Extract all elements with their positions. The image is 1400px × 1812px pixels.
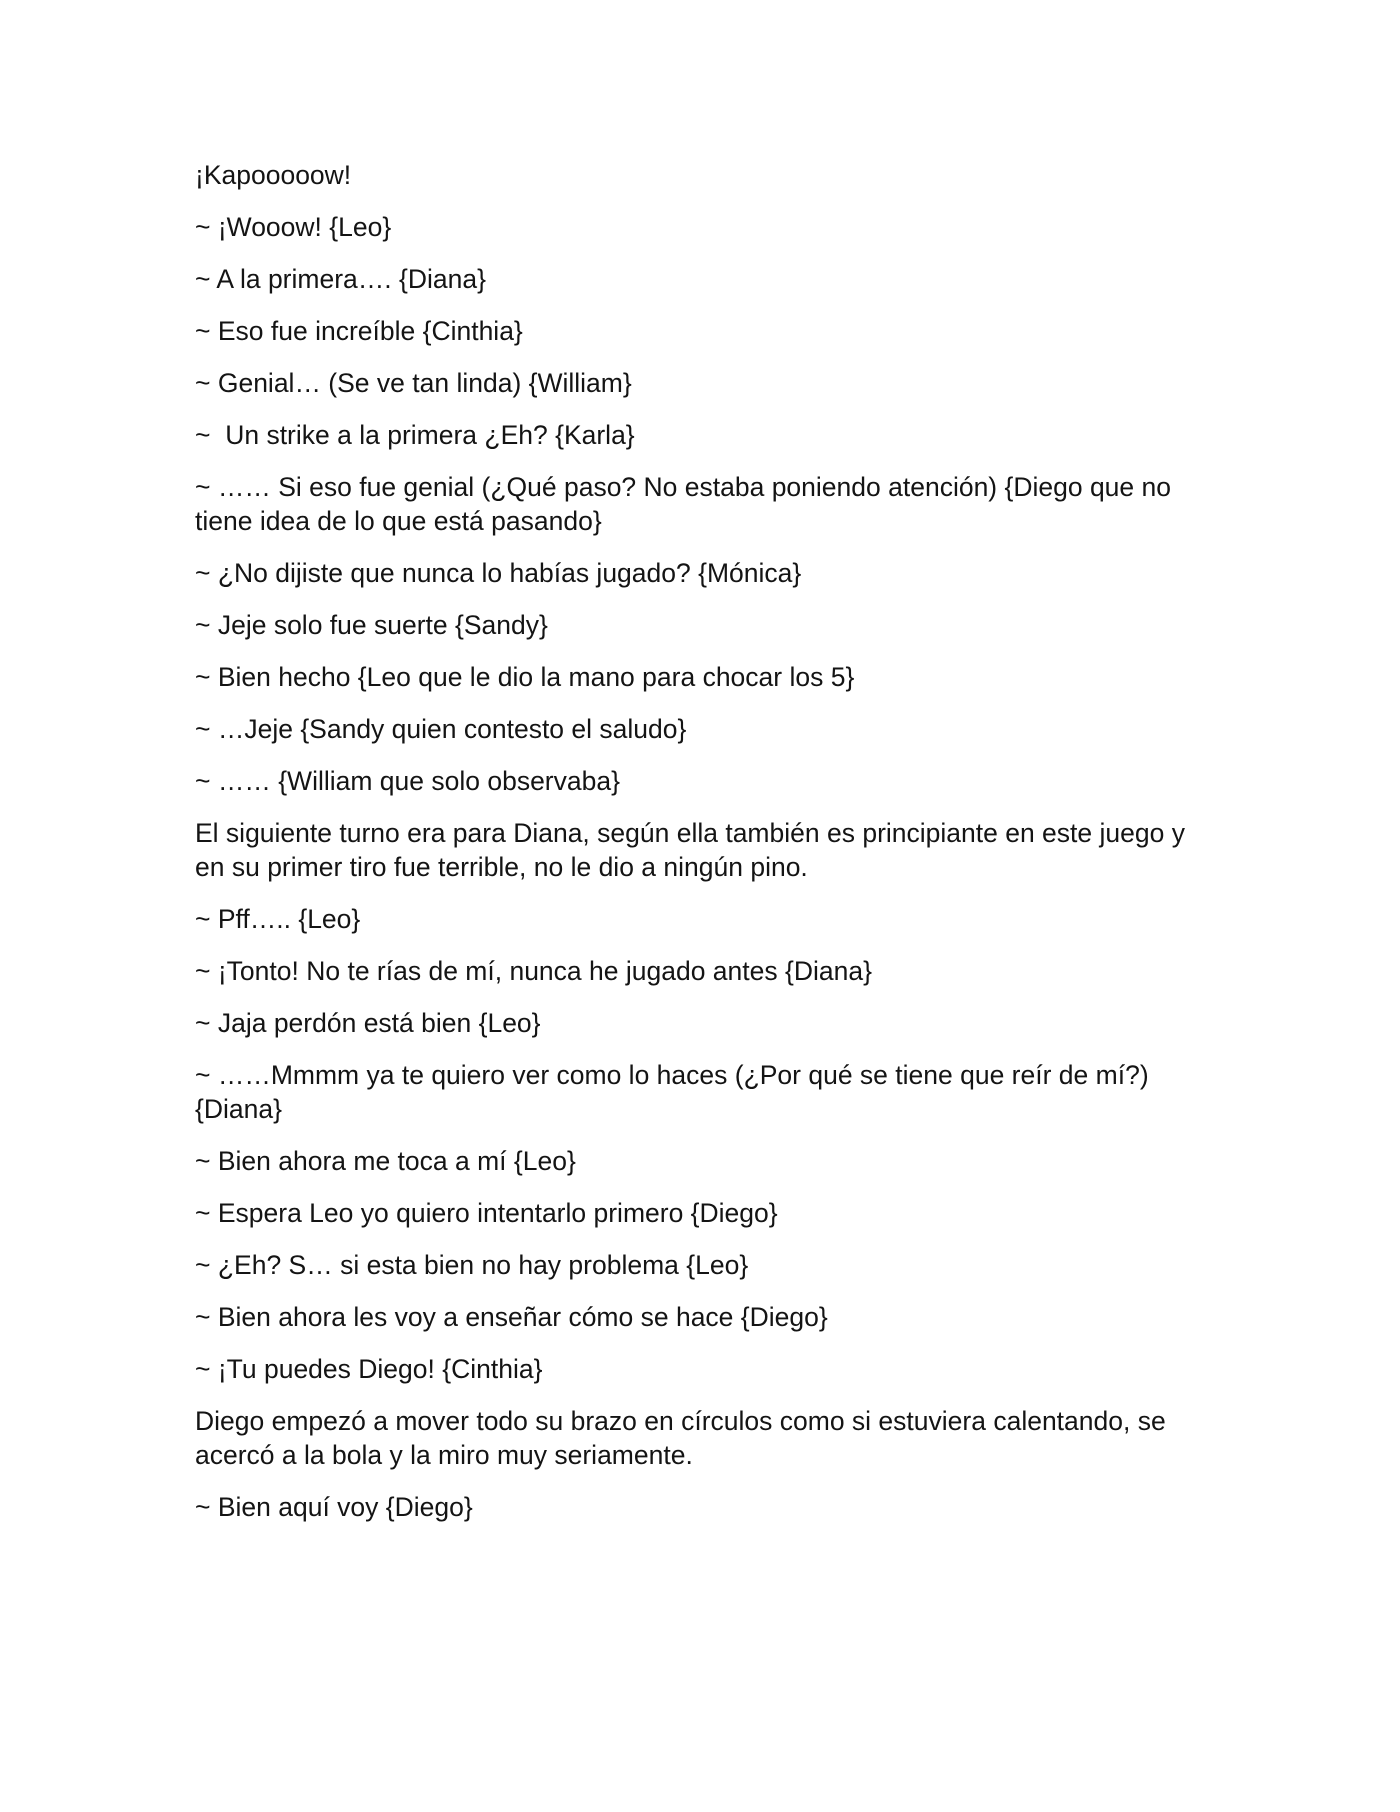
dialogue-line: ~ A la primera…. {Diana}: [195, 264, 486, 294]
dialogue-line: ~ Pff….. {Leo}: [195, 904, 361, 934]
narration-paragraph: Diego empezó a mover todo su brazo en círculos como si estuviera calentando, se acercó a la bola y la miro muy seriamente.: [195, 1406, 1174, 1470]
dialogue-line: ~ …… Si eso fue genial (¿Qué paso? No estaba poniendo atención) {Diego que no tiene idea de lo que está pasando}: [195, 472, 1179, 536]
dialogue-line: ~ Bien ahora les voy a enseñar cómo se hace {Diego}: [195, 1302, 828, 1332]
dialogue-line: ~ Bien hecho {Leo que le dio la mano para chocar los 5}: [195, 662, 855, 692]
dialogue-line: ~ Jaja perdón está bien {Leo}: [195, 1008, 541, 1038]
dialogue-line: ~ …Jeje {Sandy quien contesto el saludo}: [195, 714, 687, 744]
dialogue-line: ~ Bien aquí voy {Diego}: [195, 1492, 473, 1522]
dialogue-line: ~ ¿No dijiste que nunca lo habías jugado? {Mónica}: [195, 558, 802, 588]
dialogue-line: ~ Jeje solo fue suerte {Sandy}: [195, 610, 548, 640]
dialogue-line: ~ ……Mmmm ya te quiero ver como lo haces (¿Por qué se tiene que reír de mí?) {Diana}: [195, 1060, 1157, 1124]
dialogue-line: ~ ¿Eh? S… si esta bien no hay problema {Leo}: [195, 1250, 749, 1280]
dialogue-line: ~ Un strike a la primera ¿Eh? {Karla}: [195, 420, 635, 450]
narration-paragraph: El siguiente turno era para Diana, según ella también es principiante en este juego y en su primer tiro fue terrible, no le dio a ningún pino.: [195, 818, 1193, 882]
document-body: [195, 158, 1210, 1542]
dialogue-line: ~ ¡Wooow! {Leo}: [195, 212, 392, 242]
dialogue-line: ~ Genial… (Se ve tan linda) {William}: [195, 368, 632, 398]
dialogue-line: ~ ¡Tonto! No te rías de mí, nunca he jugado antes {Diana}: [195, 956, 872, 986]
dialogue-line: ~ Bien ahora me toca a mí {Leo}: [195, 1146, 576, 1176]
dialogue-line: ~ Espera Leo yo quiero intentarlo primero {Diego}: [195, 1198, 778, 1228]
dialogue-line: ~ ¡Tu puedes Diego! {Cinthia}: [195, 1354, 543, 1384]
narration-line: ¡Kapooooow!: [195, 160, 352, 190]
dialogue-line: ~ Eso fue increíble {Cinthia}: [195, 316, 523, 346]
dialogue-line: ~ …… {William que solo observaba}: [195, 766, 620, 796]
